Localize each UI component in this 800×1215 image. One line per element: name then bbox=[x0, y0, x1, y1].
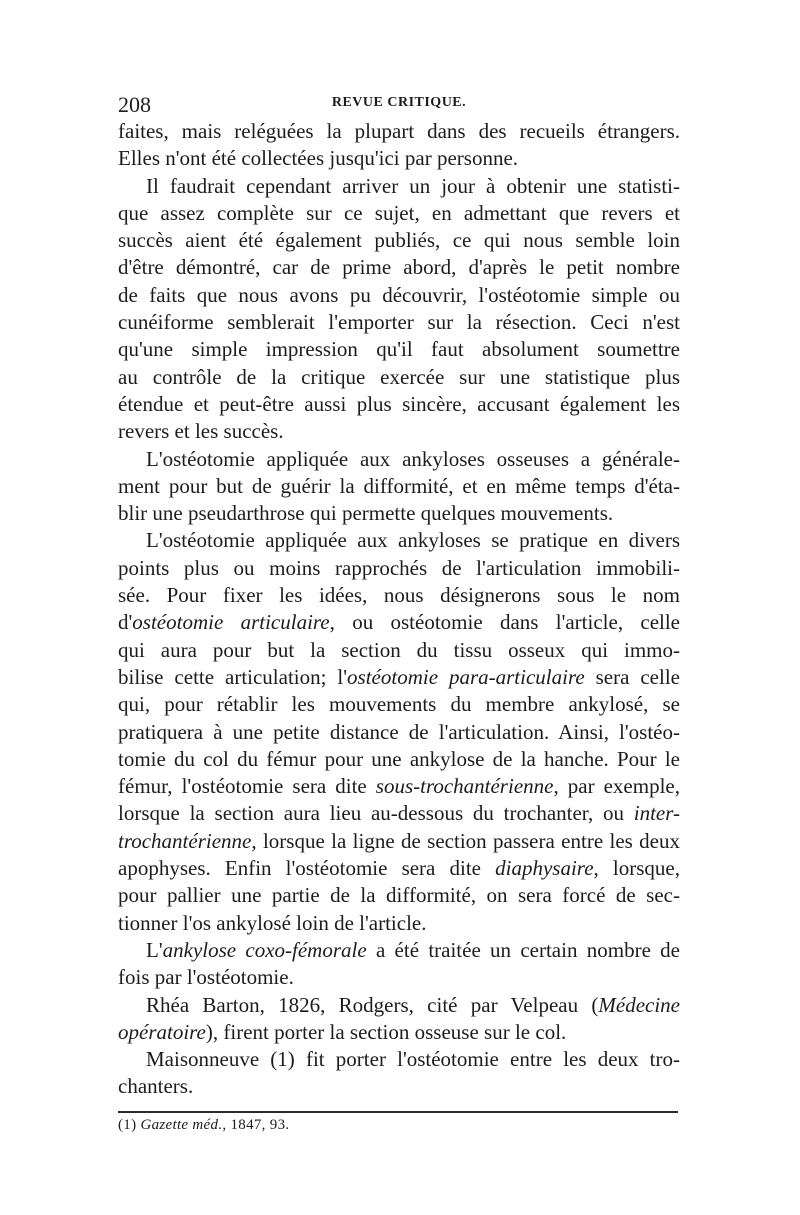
text-segment: d' bbox=[118, 610, 133, 635]
footnote-details: , 1847, 93. bbox=[222, 1116, 290, 1133]
italic-term: ostéotomie articulaire bbox=[132, 610, 330, 635]
text-segment: qui aura pour but la section du tissu osseux qui immo- bbox=[118, 637, 680, 662]
text-line bbox=[118, 145, 680, 172]
footnote-source: Gazette méd. bbox=[140, 1116, 223, 1133]
text-segment: sera celle bbox=[584, 664, 680, 689]
text-segment: succès aient été également publiés, ce qui nous semble loin bbox=[118, 228, 680, 253]
text-line bbox=[118, 800, 680, 827]
text-line bbox=[118, 254, 680, 281]
text-line bbox=[118, 746, 680, 773]
text-line bbox=[118, 446, 680, 473]
text-segment: L' bbox=[146, 937, 163, 962]
text-segment: étendue et peut-être aussi plus sincère, accusant également les bbox=[118, 391, 680, 416]
text-line bbox=[118, 173, 680, 200]
italic-term: Médecine bbox=[598, 992, 680, 1017]
text-segment: revers et les succès. bbox=[118, 419, 284, 444]
text-line bbox=[118, 937, 680, 964]
text-segment: fois par l'ostéotomie. bbox=[118, 965, 294, 990]
italic-term: diaphysaire bbox=[495, 856, 594, 881]
text-segment: fémur, l'ostéotomie sera dite bbox=[118, 774, 376, 799]
text-line bbox=[118, 882, 680, 909]
text-line bbox=[118, 1019, 680, 1046]
text-line bbox=[118, 282, 680, 309]
page-number: 208 bbox=[118, 92, 151, 117]
text-line bbox=[118, 664, 680, 691]
italic-term: trochantérienne bbox=[118, 828, 252, 853]
text-segment: points plus ou moins rapprochés de l'articulation immobili- bbox=[118, 555, 680, 580]
text-line bbox=[118, 773, 680, 800]
text-line bbox=[118, 691, 680, 718]
text-line bbox=[118, 582, 680, 609]
text-segment: L'ostéotomie appliquée aux ankyloses osseuses a générale- bbox=[146, 446, 680, 471]
text-line bbox=[118, 227, 680, 254]
text-line bbox=[118, 118, 680, 145]
text-segment: , ou ostéotomie dans l'article, celle bbox=[329, 610, 681, 635]
text-line bbox=[118, 309, 680, 336]
text-segment: chanters. bbox=[118, 1074, 194, 1099]
text-segment: faites, mais reléguées la plupart dans des recueils étrangers. bbox=[118, 119, 680, 143]
running-title: REVUE CRITIQUE. bbox=[331, 95, 467, 110]
text-segment: tomie du col du fémur pour une ankylose de la hanche. Pour le bbox=[118, 746, 680, 771]
italic-term: inter- bbox=[633, 801, 680, 826]
text-line bbox=[118, 336, 680, 363]
text-segment: Elles n'ont été collectées jusqu'ici par personne. bbox=[118, 146, 519, 171]
footnote-divider bbox=[118, 1111, 678, 1113]
text-line bbox=[118, 828, 680, 855]
text-segment: , lorsque la ligne de section passera entre les deux bbox=[251, 828, 680, 853]
text-line bbox=[118, 910, 680, 937]
text-line bbox=[118, 609, 680, 636]
text-segment: Maisonneuve (1) fit porter l'ostéotomie entre les deux tro- bbox=[146, 1047, 680, 1072]
text-segment: ment pour but de guérir la difformité, et en même temps d'éta- bbox=[118, 473, 680, 498]
text-line bbox=[118, 527, 680, 554]
text-segment: apophyses. Enfin l'ostéotomie sera dite bbox=[118, 856, 496, 881]
text-line bbox=[118, 1046, 680, 1073]
text-segment: L'ostéotomie appliquée aux ankyloses se pratique en divers bbox=[146, 528, 680, 553]
text-segment: , par exemple, bbox=[553, 774, 680, 799]
text-line bbox=[118, 555, 680, 582]
text-segment: sée. Pour fixer les idées, nous désignerons sous le nom bbox=[118, 583, 680, 608]
text-segment: ), firent porter la section osseuse sur le col. bbox=[205, 1019, 567, 1044]
text-segment: blir une pseudarthrose qui permette quelques mouvements. bbox=[118, 501, 614, 526]
text-segment: qu'une simple impression qu'il faut absolument soumettre bbox=[118, 337, 680, 362]
text-segment: tionner l'os ankylosé loin de l'article. bbox=[118, 910, 427, 935]
text-segment: pour pallier une partie de la difformité, on sera forcé de sec- bbox=[118, 883, 680, 908]
text-segment: , lorsque, bbox=[593, 856, 680, 881]
text-segment: a été traitée un certain nombre de bbox=[366, 937, 680, 962]
footnote-marker: (1) bbox=[118, 1116, 137, 1133]
text-line bbox=[118, 200, 680, 227]
text-segment: lorsque la section aura lieu au-dessous du trochanter, ou bbox=[118, 801, 634, 826]
text-line bbox=[118, 500, 680, 527]
text-line bbox=[118, 473, 680, 500]
text-segment: d'être démontré, car de prime abord, d'après le petit nombre bbox=[118, 255, 680, 280]
body-text bbox=[118, 118, 680, 1101]
text-segment: au contrôle de la critique exercée sur une statistique plus bbox=[118, 364, 680, 389]
text-line bbox=[118, 364, 680, 391]
text-line bbox=[118, 418, 680, 445]
text-segment: qui, pour rétablir les mouvements du membre ankylosé, se bbox=[118, 692, 680, 717]
italic-term: sous-trochantérienne bbox=[375, 774, 554, 799]
text-line bbox=[118, 992, 680, 1019]
text-line bbox=[118, 391, 680, 418]
text-line bbox=[118, 637, 680, 664]
text-line bbox=[118, 855, 680, 882]
italic-term: ankylose coxo-fémorale bbox=[162, 937, 367, 962]
document-page bbox=[118, 92, 680, 1134]
text-segment: Il faudrait cependant arriver un jour à obtenir une statisti- bbox=[146, 173, 680, 198]
text-segment: de faits que nous avons pu découvrir, l'ostéotomie simple ou bbox=[118, 282, 680, 307]
text-line bbox=[118, 1073, 680, 1100]
italic-term: opératoire bbox=[118, 1019, 206, 1044]
footnote bbox=[118, 1117, 680, 1134]
page-header bbox=[118, 92, 680, 118]
text-segment: cunéiforme semblerait l'emporter sur la résection. Ceci n'est bbox=[118, 310, 680, 335]
italic-term: ostéotomie para-articulaire bbox=[347, 664, 585, 689]
text-segment: pratiquera à une petite distance de l'articulation. Ainsi, l'ostéo- bbox=[118, 719, 680, 744]
text-line bbox=[118, 719, 680, 746]
text-segment: bilise cette articulation; l' bbox=[118, 664, 348, 689]
text-line bbox=[118, 964, 680, 991]
text-segment: Rhéa Barton, 1826, Rodgers, cité par Velpeau ( bbox=[146, 992, 599, 1017]
text-segment: que assez complète sur ce sujet, en admettant que revers et bbox=[118, 200, 680, 225]
